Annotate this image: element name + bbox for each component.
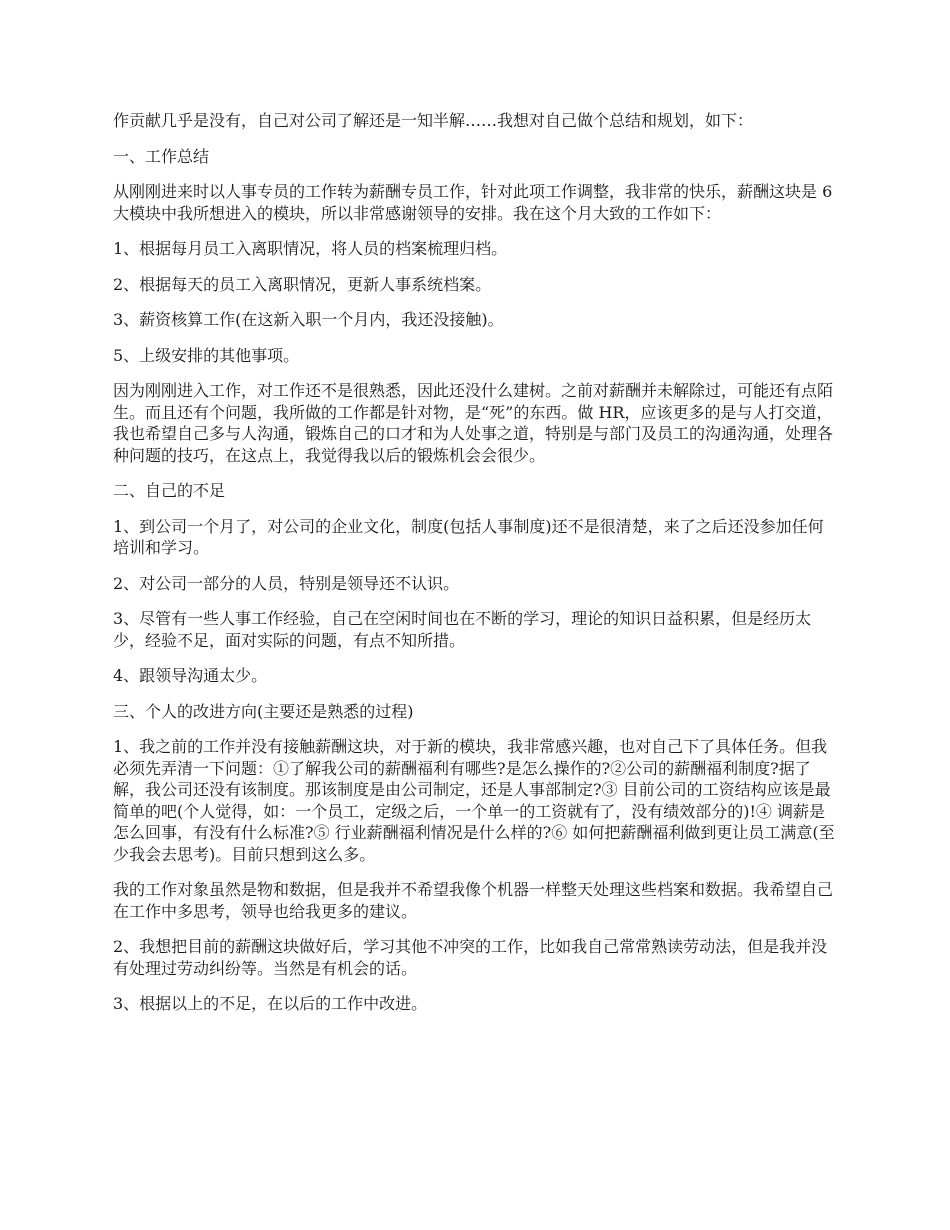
list-item-communication: 4、跟领导沟通太少。 [113,666,268,685]
list-item-archive: 1、根据每月员工入离职情况，将人员的档案梳理归档。 [113,239,508,258]
list-item-compensation-questions: 1、我之前的工作并没有接触薪酬这块，对于新的模块，我非常感兴趣，也对自己下了具体任务。但我必须先弄清一下问题：①了解我公司的薪酬福利有哪些?是怎么操作的?②公司的薪酬福利制度?据了解，我公司还没有该制度。那该制度是由公司制定，还是人事部制定?③ 目前公司的工资结构应该是最简单的吧(个人觉得，如：一个员工，定级之后，一个单一的工资就有了，没有绩效部分的)!④ 调薪是怎么回事，有没有什么标准?⑤ 行业薪酬福利情况是什么样的?⑥ 如何把薪酬福利做到更让员工满意(至少我会去思考)。目前只想到这么多。 [113,737,835,864]
list-item-labor-law: 2、我想把目前的薪酬这块做好后，学习其他不冲突的工作，比如我自己常常熟读劳动法，但是我并没有处理过劳动纠纷等。当然是有机会的话。 [113,937,828,978]
list-item-people: 2、对公司一部分的人员，特别是领导还不认识。 [113,573,460,593]
list-item-culture: 1、到公司一个月了，对公司的企业文化，制度(包括人事制度)还不是很清楚，来了之后还没参加任何培训和学习。 [113,516,824,557]
list-item-update-system: 2、根据每天的员工入离职情况，更新人事系统档案。 [113,274,492,294]
paragraph-intro: 作贡献几乎是没有，自己对公司了解还是一知半解……我想对自己做个总结和规划，如下： [113,111,754,130]
paragraph-reflection: 因为刚刚进入工作，对工作还不是很熟悉，因此还没什么建树。之前对薪酬并未解除过，可能还有点陌生。而且还有个问题，我所做的工作都是针对物，是“死”的东西。做 HR，应该更多的是与人打交道，我也希望自己多与人沟通，锻炼自己的口才和为人处事之道，特别是与部门及员工的沟通沟通，处理各种问题的技巧，在这点上，我觉得我以后的锻炼机会会很少。 [113,381,834,465]
list-item-other-tasks: 5、上级安排的其他事项。 [113,345,300,365]
document-page [113,110,839,1029]
paragraph-role-change: 从刚刚进来时以人事专员的工作转为薪酬专员工作，针对此项工作调整，我非常的快乐，薪酬这块是 6 大模块中我所想进入的模块，所以非常感谢领导的安排。我在这个月大致的工作如下： [113,182,833,223]
list-item-payroll: 3、薪资核算工作(在这新入职一个月内，我还没接触)。 [113,310,504,329]
section-heading-shortcomings: 二、自己的不足 [113,481,226,500]
paragraph-data-work: 我的工作对象虽然是物和数据，但是我并不希望我像个机器一样整天处理这些档案和数据。我希望自己在工作中多思考，领导也给我更多的建议。 [113,880,834,921]
section-heading-work-summary: 一、工作总结 [113,146,210,166]
list-item-improve: 3、根据以上的不足，在以后的工作中改进。 [113,994,428,1013]
section-heading-improvement: 三、个人的改进方向(主要还是熟悉的过程) [113,701,414,721]
list-item-experience: 3、尽管有一些人事工作经验，自己在空闲时间也在不断的学习，理论的知识日益积累，但是经历太少，经验不足，面对实际的问题，有点不知所措。 [113,609,812,650]
